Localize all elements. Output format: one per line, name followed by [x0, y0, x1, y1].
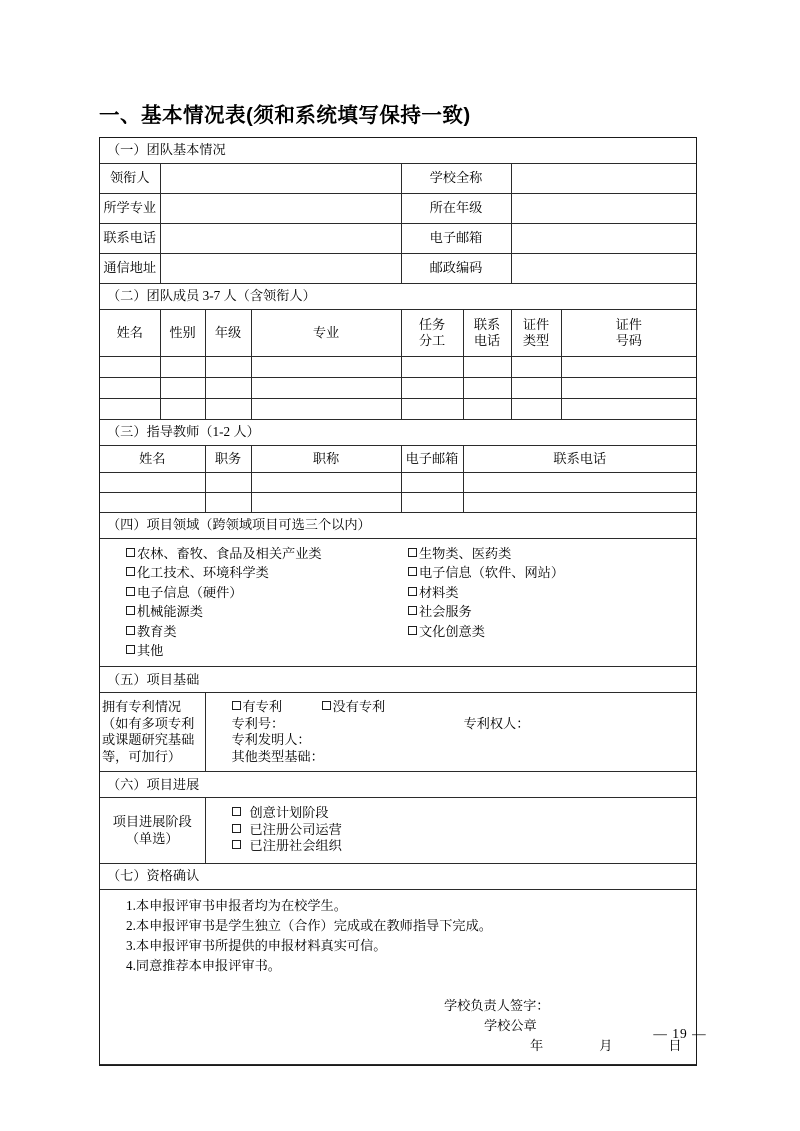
domain-options-row [100, 539, 696, 667]
checkbox-icon[interactable] [408, 587, 417, 596]
col-header-major-line1: 专业 [312, 324, 340, 340]
patent-row-label: 拥有专利情况（如有多项专利或课题研究基础等，可加行） [100, 693, 205, 772]
form-grid [100, 138, 696, 1065]
progress-options-cell [205, 798, 696, 864]
member-cell-id-type[interactable] [511, 357, 561, 378]
col-header-major [251, 310, 401, 357]
patent-option-has[interactable] [232, 699, 322, 716]
table-row [100, 473, 696, 493]
col-header-contact-phone-line1: 联系 [473, 316, 501, 332]
member-cell-task[interactable] [401, 399, 463, 420]
patent-owner-label: 专利权人： [463, 715, 530, 731]
field-input-phone[interactable] [160, 224, 401, 254]
field-label-phone: 联系电话 [100, 224, 160, 254]
checkbox-icon[interactable] [408, 626, 417, 635]
col-header-id-number-line2: 号码 [615, 333, 642, 348]
col-header-name [100, 310, 160, 357]
checkbox-icon[interactable] [126, 606, 135, 615]
section-7-heading: （七）资格确认 [100, 863, 696, 889]
col-header-advisor-position: 职务 [205, 446, 251, 473]
page-title: 一、基本情况表(须和系统填写保持一致) [99, 104, 471, 127]
domain-option-label: 其他 [137, 643, 164, 659]
domain-option-chemical-environment[interactable] [126, 563, 408, 582]
col-header-id-type-line2: 类型 [522, 333, 550, 348]
member-cell-id-number[interactable] [561, 399, 696, 420]
member-cell-name[interactable] [100, 399, 160, 420]
advisor-cell-email[interactable] [401, 493, 463, 513]
domain-option-label: 化工技术、环境科学类 [137, 565, 269, 581]
domain-option-materials[interactable] [408, 583, 459, 602]
checkbox-icon[interactable] [408, 548, 417, 557]
progress-option-registered-company[interactable] [232, 822, 697, 839]
advisor-header-row [100, 446, 696, 473]
domain-option-biology-medicine[interactable] [408, 544, 511, 563]
section-1-heading: （一）团队基本情况 [100, 138, 696, 164]
field-label-email: 电子邮箱 [401, 224, 511, 254]
field-input-school-name[interactable] [511, 164, 696, 194]
field-input-postcode[interactable] [511, 254, 696, 284]
advisor-cell-phone[interactable] [463, 493, 696, 513]
domain-checkbox-columns [100, 544, 696, 660]
section-heading-row-7 [100, 863, 696, 889]
section-2-heading: （二）团队成员 3-7 人（含领衔人） [100, 284, 696, 310]
patent-option-none-label: 没有专利 [332, 699, 386, 715]
col-header-contact-phone-line2: 电话 [473, 333, 501, 348]
checkbox-icon[interactable] [408, 606, 417, 615]
progress-option-label: 创意计划阶段 [249, 805, 329, 821]
table-row [100, 399, 696, 420]
member-cell-phone[interactable] [463, 378, 511, 399]
section-heading-row-2 [100, 284, 696, 310]
patent-option-none[interactable] [322, 699, 386, 714]
member-cell-grade[interactable] [205, 378, 251, 399]
checkbox-icon[interactable] [232, 824, 241, 833]
progress-option-idea-stage[interactable] [232, 805, 697, 822]
table-row [100, 164, 696, 194]
col-header-task [401, 310, 463, 357]
member-cell-id-type[interactable] [511, 399, 561, 420]
col-header-advisor-email: 电子邮箱 [401, 446, 463, 473]
domain-option-row [126, 622, 696, 641]
checkbox-icon[interactable] [126, 645, 135, 654]
field-input-address[interactable] [160, 254, 401, 284]
member-cell-grade[interactable] [205, 399, 251, 420]
checkbox-icon[interactable] [126, 567, 135, 576]
domain-option-row [126, 641, 696, 660]
advisor-cell-position[interactable] [205, 473, 251, 493]
checkbox-icon[interactable] [408, 567, 417, 576]
member-cell-name[interactable] [100, 357, 160, 378]
member-cell-name[interactable] [100, 378, 160, 399]
advisor-cell-title[interactable] [251, 473, 401, 493]
member-cell-task[interactable] [401, 357, 463, 378]
checkbox-icon[interactable] [126, 587, 135, 596]
table-row [100, 357, 696, 378]
date-year-label: 年 [530, 1037, 544, 1053]
field-input-email[interactable] [511, 224, 696, 254]
table-row [100, 254, 696, 284]
section-heading-row-6 [100, 772, 696, 798]
field-label-grade: 所在年级 [401, 194, 511, 224]
domain-option-electronic-hardware[interactable] [126, 583, 408, 602]
domain-option-education[interactable] [126, 622, 408, 641]
field-label-major: 所学专业 [100, 194, 160, 224]
progress-row-label-line1: 项目进展阶段 [112, 814, 192, 830]
patent-inventor-label: 专利发明人： [231, 732, 311, 748]
domain-option-social-service[interactable] [408, 602, 472, 621]
section-heading-row-4 [100, 513, 696, 539]
member-cell-major[interactable] [251, 378, 401, 399]
progress-option-label: 已注册公司运营 [249, 821, 342, 837]
col-header-grade [205, 310, 251, 357]
col-header-name-line1: 姓名 [116, 324, 143, 340]
table-row [100, 194, 696, 224]
col-header-gender [160, 310, 205, 357]
advisor-cell-email[interactable] [401, 473, 463, 493]
domain-option-other[interactable] [126, 641, 408, 660]
member-cell-major[interactable] [251, 357, 401, 378]
progress-row-label [100, 798, 205, 864]
date-day-label: 日 [668, 1037, 682, 1053]
date-month-label: 月 [599, 1037, 613, 1053]
domain-option-row [126, 602, 696, 621]
advisor-cell-phone[interactable] [463, 473, 696, 493]
table-row [100, 493, 696, 513]
domain-option-label: 机械能源类 [137, 604, 203, 620]
member-cell-id-number[interactable] [561, 357, 696, 378]
page-number: — 19 — [653, 1026, 707, 1041]
progress-option-label: 已注册社会组织 [249, 838, 342, 854]
members-header-row [100, 310, 696, 357]
member-cell-task[interactable] [401, 378, 463, 399]
domain-option-row [126, 544, 696, 563]
progress-row-label-line2: （单选） [125, 830, 179, 846]
domain-option-agriculture[interactable] [126, 544, 408, 563]
col-header-task-line1: 任务 [418, 316, 446, 332]
advisor-cell-title[interactable] [251, 493, 401, 513]
member-cell-major[interactable] [251, 399, 401, 420]
patent-body-cell [205, 693, 696, 772]
section-heading-row-1 [100, 138, 696, 164]
col-header-advisor-title: 职称 [251, 446, 401, 473]
section-heading-row-5 [100, 667, 696, 693]
domain-option-label: 材料类 [419, 584, 459, 600]
field-label-school-name: 学校全称 [401, 164, 511, 194]
member-cell-grade[interactable] [205, 357, 251, 378]
member-cell-id-type[interactable] [511, 378, 561, 399]
checkbox-icon[interactable] [126, 626, 135, 635]
col-header-advisor-phone: 联系电话 [463, 446, 696, 473]
patent-number-label: 专利号： [231, 715, 285, 731]
progress-option-registered-social-org[interactable] [232, 838, 697, 855]
progress-row [100, 798, 696, 864]
checkbox-icon[interactable] [126, 548, 135, 557]
field-input-leader[interactable] [160, 164, 401, 194]
field-label-postcode: 邮政编码 [401, 254, 511, 284]
section-6-heading: （六）项目进展 [100, 772, 696, 798]
qualification-statements [100, 896, 696, 976]
domain-option-label: 农林、畜牧、食品及相关产业类 [137, 546, 322, 561]
domain-option-label: 社会服务 [419, 604, 472, 620]
patent-other-basis-label: 其他类型基础： [231, 748, 324, 764]
member-cell-gender[interactable] [160, 399, 205, 420]
member-cell-phone[interactable] [463, 399, 511, 420]
col-header-contact-phone [463, 310, 511, 357]
qualification-statement-2: 2.本申报评审书是学生独立（合作）完成或在教师指导下完成。 [126, 918, 492, 933]
domain-option-label: 文化创意类 [419, 623, 485, 639]
checkbox-icon[interactable] [232, 807, 241, 816]
col-header-advisor-name: 姓名 [100, 446, 205, 473]
col-header-task-line2: 分工 [418, 333, 446, 348]
domain-option-label: 生物类、医药类 [419, 546, 512, 561]
qualification-statement-3: 3.本申报评审书所提供的申报材料真实可信。 [126, 938, 387, 954]
domain-option-culture-creative[interactable] [408, 622, 485, 641]
domain-option-mechanical-energy[interactable] [126, 602, 408, 621]
section-3-heading: （三）指导教师（1-2 人） [100, 420, 696, 446]
section-5-heading: （五）项目基础 [100, 667, 696, 693]
domain-option-label: 电子信息（硬件） [137, 584, 243, 600]
domain-options-cell [100, 539, 696, 667]
checkbox-icon[interactable] [322, 701, 331, 710]
patent-row [100, 693, 696, 772]
domain-option-row [126, 583, 696, 602]
section-heading-row-3 [100, 420, 696, 446]
col-header-id-number [561, 310, 696, 357]
advisor-cell-position[interactable] [205, 493, 251, 513]
qualification-statement-1: 1.本申报评审书申报者均为在校学生。 [126, 897, 347, 913]
field-label-address: 通信地址 [100, 254, 160, 284]
qualification-statement-4: 4.同意推荐本申报评审书。 [126, 958, 281, 974]
patent-number-and-owner-row [232, 716, 697, 733]
field-input-major[interactable] [160, 194, 401, 224]
member-cell-gender[interactable] [160, 378, 205, 399]
col-header-id-number-line1: 证件 [615, 316, 642, 332]
table-row [100, 224, 696, 254]
field-label-leader: 领衔人 [100, 164, 160, 194]
advisor-cell-name[interactable] [100, 493, 205, 513]
advisor-cell-name[interactable] [100, 473, 205, 493]
member-cell-gender[interactable] [160, 357, 205, 378]
member-cell-id-number[interactable] [561, 378, 696, 399]
domain-option-row [126, 563, 696, 582]
official-seal-label[interactable]: 学校公章 [484, 1017, 537, 1033]
col-header-id-type [511, 310, 561, 357]
patent-has-options [232, 699, 697, 716]
section-4-heading: （四）项目领域（跨领域项目可选三个以内） [100, 513, 696, 539]
member-cell-phone[interactable] [463, 357, 511, 378]
domain-option-label: 电子信息（软件、网站） [419, 565, 565, 581]
col-header-grade-line1: 年级 [214, 324, 242, 340]
table-row [100, 378, 696, 399]
basic-information-form [99, 137, 697, 1066]
checkbox-icon[interactable] [232, 701, 241, 710]
col-header-gender-line1: 性别 [169, 324, 196, 340]
domain-option-label: 教育类 [137, 623, 177, 639]
patent-option-has-label: 有专利 [242, 699, 283, 715]
signature-label[interactable]: 学校负责人签字： [444, 998, 550, 1014]
field-input-grade[interactable] [511, 194, 696, 224]
domain-option-electronic-software[interactable] [408, 563, 564, 582]
page-footer [0, 1026, 800, 1042]
col-header-id-type-line1: 证件 [522, 316, 550, 332]
checkbox-icon[interactable] [232, 840, 241, 849]
